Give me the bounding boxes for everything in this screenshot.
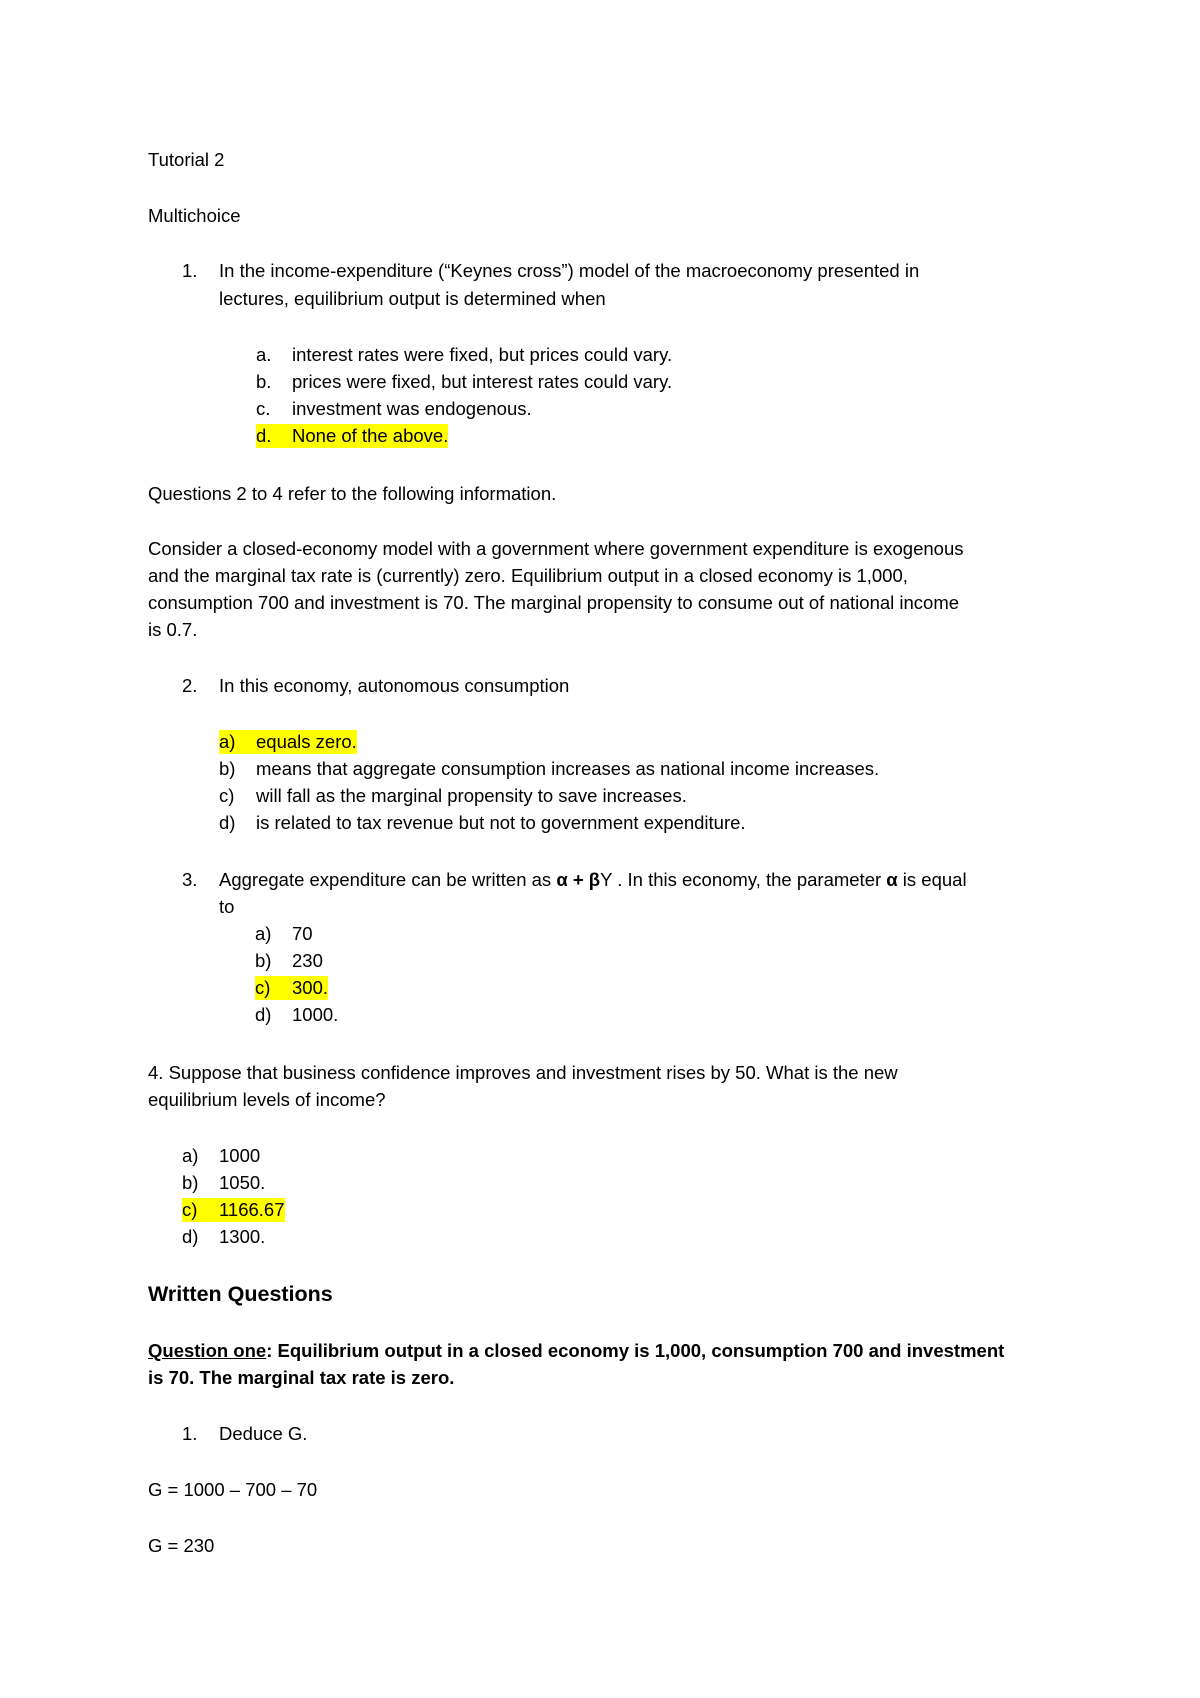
- q2-number: 2.: [182, 675, 198, 696]
- option-marker: a): [182, 1145, 199, 1166]
- q1-text-line2: lectures, equilibrium output is determined when: [219, 288, 606, 309]
- question-one-line2: is 70. The marginal tax rate is zero.: [148, 1367, 455, 1388]
- page-title: Tutorial 2: [148, 149, 225, 170]
- option-text: 1300.: [219, 1226, 266, 1247]
- q1-number: 1.: [182, 260, 198, 281]
- option-marker: d.: [256, 425, 272, 446]
- option-text: 1050.: [219, 1172, 266, 1193]
- question-one-text: : Equilibrium output in a closed economy is 1,000, consumption 700 and investment: [266, 1340, 1005, 1361]
- q3-text-line2: to: [219, 896, 235, 917]
- q3-text: is equal: [897, 869, 967, 890]
- question-one-line1: [148, 1339, 1004, 1363]
- q2-option-a-highlighted: [219, 730, 357, 754]
- option-text: 300.: [292, 977, 329, 998]
- option-text: 1000.: [292, 1004, 339, 1025]
- q3-alpha-symbol: α: [886, 869, 898, 890]
- written-questions-heading: Written Questions: [148, 1282, 333, 1306]
- q4-option-d: [182, 1225, 265, 1249]
- option-text: interest rates were fixed, but prices could vary.: [292, 344, 673, 365]
- calculation-line-1: G = 1000 – 700 – 70: [148, 1479, 318, 1500]
- context-line-1: Consider a closed-economy model with a government where government expenditure is exogenous: [148, 538, 964, 559]
- q3-formula: α + β: [556, 869, 601, 890]
- option-marker: c): [219, 785, 235, 806]
- option-text: 1000: [219, 1145, 261, 1166]
- option-marker: b.: [256, 371, 272, 392]
- q3-text-line1: [219, 868, 967, 892]
- q4-option-b: [182, 1171, 265, 1195]
- q3-option-a: [255, 922, 313, 946]
- questions-2-4-intro: Questions 2 to 4 refer to the following information.: [148, 483, 557, 504]
- option-marker: c): [182, 1199, 198, 1220]
- q4-option-c-highlighted: [182, 1198, 285, 1222]
- question-one-label: Question one: [148, 1340, 267, 1361]
- option-marker: a): [219, 731, 236, 752]
- option-marker: b): [182, 1172, 199, 1193]
- q1-option-d-highlighted: [256, 424, 448, 448]
- option-text: means that aggregate consumption increases as national income increases.: [256, 758, 880, 779]
- option-marker: a.: [256, 344, 272, 365]
- q3-text: Y . In this economy, the parameter: [600, 869, 887, 890]
- option-marker: a): [255, 923, 272, 944]
- option-marker: b): [255, 950, 272, 971]
- context-line-2: and the marginal tax rate is (currently) zero. Equilibrium output in a closed economy is 1,000,: [148, 565, 908, 586]
- option-text: investment was endogenous.: [292, 398, 532, 419]
- option-text: 1166.67: [219, 1199, 285, 1220]
- q1-option-b: [256, 370, 672, 394]
- q3-option-d: [255, 1003, 338, 1027]
- option-text: prices were fixed, but interest rates could vary.: [292, 371, 673, 392]
- option-text: is related to tax revenue but not to government expenditure.: [256, 812, 746, 833]
- q4-text-line1: 4. Suppose that business confidence improves and investment rises by 50. What is the new: [148, 1062, 898, 1083]
- context-line-3: consumption 700 and investment is 70. The marginal propensity to consume out of national income: [148, 592, 960, 613]
- q3-text: Aggregate expenditure can be written as: [219, 869, 557, 890]
- option-marker: c.: [256, 398, 271, 419]
- option-text: 230: [292, 950, 323, 971]
- q1-option-a: [256, 343, 672, 367]
- option-marker: c): [255, 977, 271, 998]
- q1-option-c: [256, 397, 532, 421]
- q2-option-d: [219, 811, 746, 835]
- q3-number: 3.: [182, 869, 198, 890]
- context-line-4: is 0.7.: [148, 619, 198, 640]
- q4-text-line2: equilibrium levels of income?: [148, 1089, 386, 1110]
- sub-question-1-text: Deduce G.: [219, 1423, 308, 1444]
- option-marker: d): [219, 812, 236, 833]
- q2-option-b: [219, 757, 879, 781]
- option-marker: b): [219, 758, 236, 779]
- q2-option-c: [219, 784, 687, 808]
- option-text: None of the above.: [292, 425, 449, 446]
- q3-option-b: [255, 949, 323, 973]
- option-text: equals zero.: [256, 731, 357, 752]
- option-text: 70: [292, 923, 313, 944]
- multichoice-heading: Multichoice: [148, 205, 241, 226]
- option-marker: d): [182, 1226, 199, 1247]
- q4-option-a: [182, 1144, 260, 1168]
- q2-text: In this economy, autonomous consumption: [219, 675, 570, 696]
- q1-text-line1: In the income-expenditure (“Keynes cross”) model of the macroeconomy presented in: [219, 260, 920, 281]
- calculation-line-2: G = 230: [148, 1535, 215, 1556]
- option-text: will fall as the marginal propensity to save increases.: [256, 785, 687, 806]
- q3-option-c-highlighted: [255, 976, 328, 1000]
- option-marker: d): [255, 1004, 272, 1025]
- sub-question-1-number: 1.: [182, 1423, 198, 1444]
